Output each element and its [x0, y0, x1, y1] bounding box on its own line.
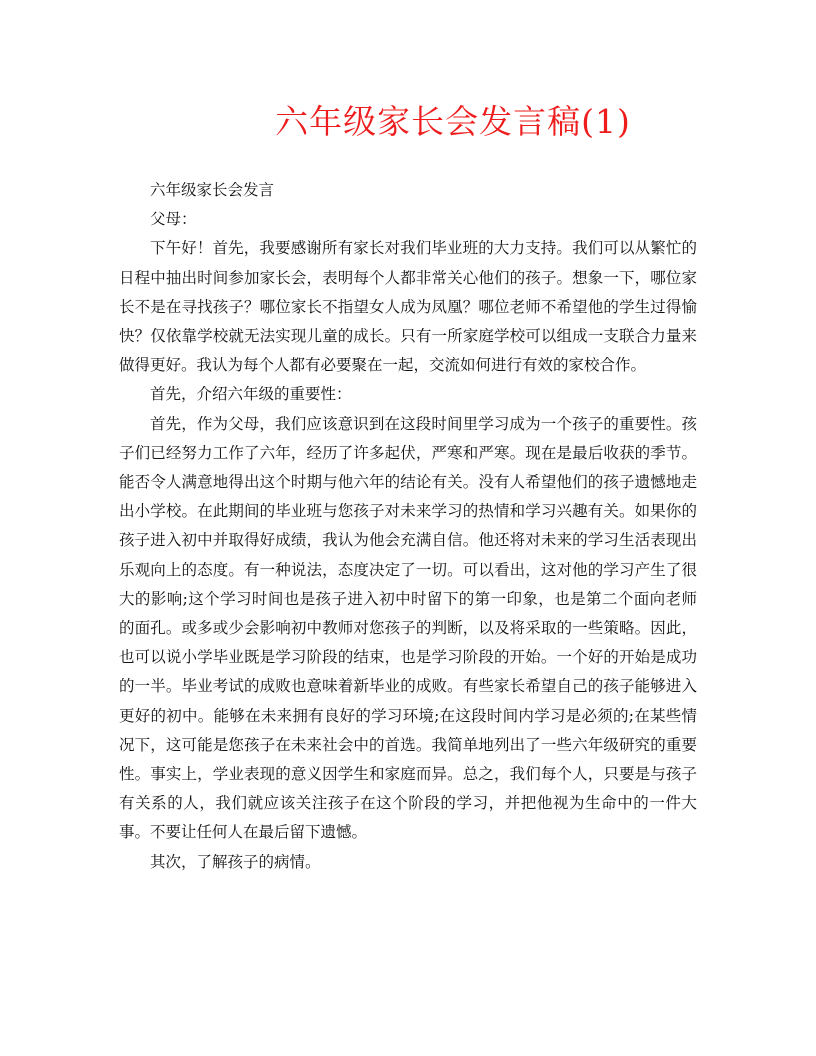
paragraph-greeting: 下午好！首先，我要感谢所有家长对我们毕业班的大力支持。我们可以从繁忙的日程中抽出时间参加家长会，表明每个人都非常关心他们的孩子。想象一下，哪位家长不是在寻找孩子？哪位家长不指望女人成为凤凰？哪位老师不希望他的学生过得愉快？仅依靠学校就无法实现儿童的成长。只有一所家庭学校可以组成一支联合力量来做得更好。我认为每个人都有必要聚在一起，交流如何进行有效的家校合作。: [119, 239, 697, 375]
paragraph-section-one-body: 首先，作为父母，我们应该意识到在这段时间里学习成为一个孩子的重要性。孩子们已经努力工作了六年，经历了许多起伏，严寒和严寒。现在是最后收获的季节。能否令人满意地得出这个时期与他六年的结论有关。没有人希望他们的孩子遗憾地走出小学校。在此期间的毕业班与您孩子对未来学习的热情和学习兴趣有关。如果你的孩子进入初中并取得好成绩，我认为他会充满自信。他还将对未来的学习生活表现出乐观向上的态度。有一种说法，态度决定了一切。可以看出，这对他的学习产生了很大的影响;这个学习时间也是孩子进入初中时留下的第一印象，也是第二个面向老师的面孔。或多或少会影响初中教师对您孩子的判断，以及将采取的一些策略。因此，也可以说小学毕业既是学习阶段的结束，也是学习阶段的开始。一个好的开始是成功的一半。毕业考试的成败也意味着新毕业的成败。有些家长希望自己的孩子能够进入更好的初中。能够在未来拥有良好的学习环境;在这段时间内学习是必须的;在某些情况下，这可能是您孩子在未来社会中的首选。我简单地列出了一些六年级研究的重要性。事实上，学业表现的意义因学生和家庭而异。总之，我们每个人，只要是与孩子有关系的人，我们就应该关注孩子在这个阶段的学习，并把他视为生命中的一件大事。不要让任何人在最后留下遗憾。: [119, 414, 697, 842]
paragraph-heading: 六年级家长会发言: [150, 181, 275, 199]
paragraph-section-two-heading: 其次，了解孩子的病情。: [150, 852, 321, 871]
paragraph-salutation: 父母：: [150, 210, 197, 229]
document-title: 六年级家长会发言稿(1): [275, 102, 631, 141]
paragraph-section-one-heading: 首先，介绍六年级的重要性：: [150, 385, 352, 404]
document-body: [119, 176, 697, 877]
